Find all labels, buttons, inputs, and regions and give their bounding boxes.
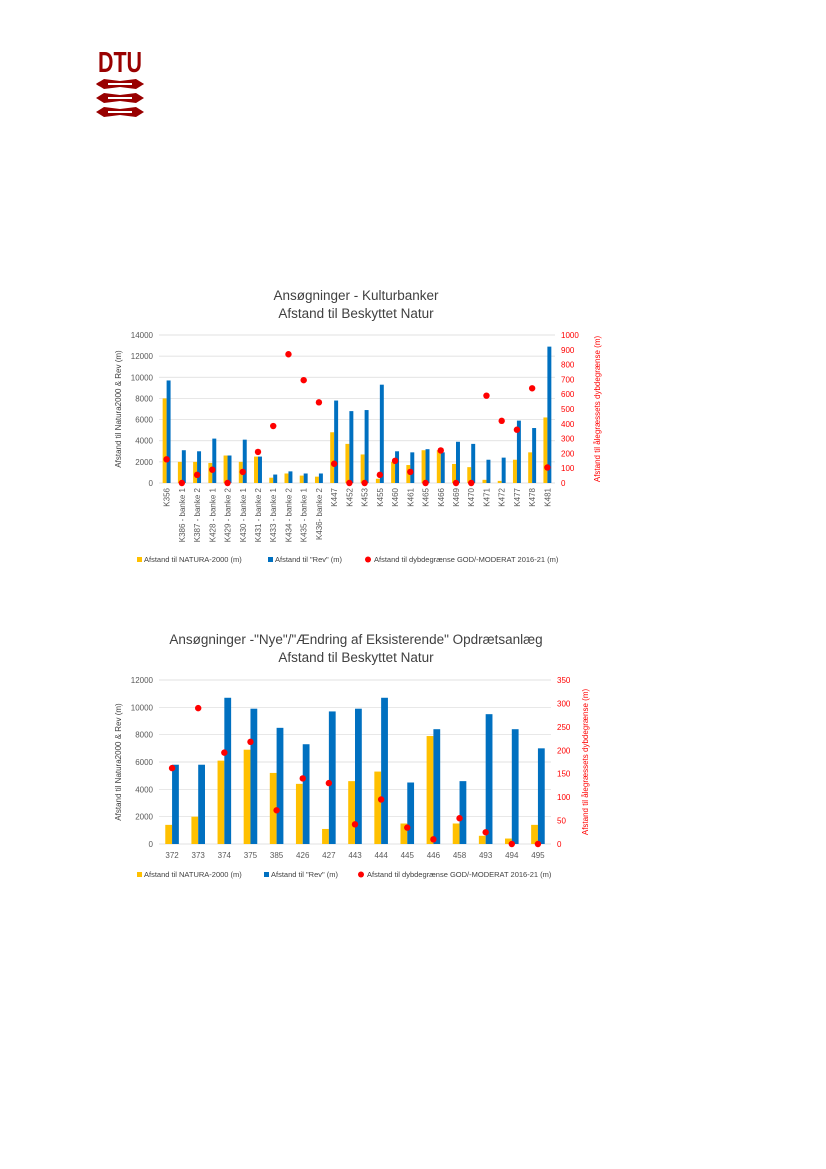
bar-natura bbox=[224, 456, 228, 483]
chart1-legend-rev: Afstand til "Rev" (m) bbox=[275, 555, 343, 564]
legend-marker-dybde bbox=[365, 557, 371, 563]
bar-rev bbox=[304, 473, 308, 483]
category-label: 375 bbox=[243, 851, 258, 860]
legend-swatch-natura bbox=[137, 872, 142, 877]
category-label: K461 bbox=[406, 488, 416, 507]
category-label: K429 - banke 2 bbox=[223, 488, 233, 543]
chart2-legend-rev: Afstand til "Rev" (m) bbox=[271, 870, 339, 879]
chart2-ylabel: Afstand til Natura2000 & Rev (m) bbox=[114, 703, 123, 821]
category-label: K477 bbox=[512, 488, 522, 507]
chart2-legend-natura: Afstand til NATURA-2000 (m) bbox=[144, 870, 242, 879]
point-dybde bbox=[468, 480, 474, 486]
category-label: K460 bbox=[391, 488, 401, 507]
y-tick-label: 10000 bbox=[130, 373, 153, 383]
bar-natura bbox=[483, 480, 487, 483]
point-dybde bbox=[378, 796, 384, 802]
bar-natura bbox=[348, 781, 355, 844]
category-label: K428 - banke 1 bbox=[208, 488, 218, 543]
chart1-gridlines bbox=[159, 335, 555, 483]
category-label: K469 bbox=[452, 488, 461, 507]
bar-natura bbox=[285, 473, 289, 483]
bar-natura bbox=[453, 824, 460, 845]
bar-rev bbox=[273, 475, 277, 483]
chart1-points bbox=[163, 351, 550, 486]
bar-rev bbox=[433, 729, 440, 844]
point-dybde bbox=[535, 841, 541, 847]
chart1-title-line1: Ansøgninger - Kulturbanker bbox=[273, 288, 439, 303]
category-label: K472 bbox=[497, 488, 507, 507]
bar-rev bbox=[349, 411, 353, 483]
category-label: 374 bbox=[217, 851, 232, 860]
point-dybde bbox=[430, 836, 436, 842]
bar-rev bbox=[197, 451, 201, 483]
category-label: K356 bbox=[162, 488, 172, 507]
y2-tick-label: 0 bbox=[561, 479, 566, 488]
bar-natura bbox=[427, 736, 434, 844]
category-label: K466 bbox=[436, 488, 446, 507]
chart2-title-line2: Afstand til Beskyttet Natur bbox=[278, 650, 434, 665]
category-label: K430 - banke 1 bbox=[238, 488, 248, 543]
point-dybde bbox=[300, 775, 306, 781]
y2-tick-label: 200 bbox=[557, 746, 571, 756]
chart1-ylabel: Afstand til Natura2000 & Rev (m) bbox=[114, 350, 123, 468]
point-dybde bbox=[392, 458, 398, 464]
point-dybde bbox=[169, 765, 175, 771]
bar-natura bbox=[361, 454, 365, 483]
bar-natura bbox=[422, 450, 426, 483]
point-dybde bbox=[482, 829, 488, 835]
category-label: K433 - banke 1 bbox=[269, 488, 279, 543]
point-dybde bbox=[300, 377, 306, 383]
bar-rev bbox=[532, 428, 536, 483]
point-dybde bbox=[273, 807, 279, 813]
bar-rev bbox=[460, 781, 467, 844]
bar-natura bbox=[218, 761, 225, 844]
category-label: K435 - banke 1 bbox=[299, 488, 309, 543]
point-dybde bbox=[224, 480, 230, 486]
chart1-left-ticks bbox=[131, 331, 154, 488]
point-dybde bbox=[529, 385, 535, 391]
legend-marker-dybde bbox=[358, 872, 364, 878]
category-label: 385 bbox=[269, 851, 284, 860]
bar-rev bbox=[224, 698, 231, 844]
category-label: 443 bbox=[348, 851, 362, 860]
category-label: K471 bbox=[482, 488, 492, 507]
y2-tick-label: 600 bbox=[561, 390, 575, 400]
bar-rev bbox=[512, 729, 519, 844]
chart2-right-ticks bbox=[557, 676, 571, 849]
bar-rev bbox=[426, 449, 430, 483]
category-label: 493 bbox=[478, 851, 493, 860]
bar-rev bbox=[212, 439, 216, 483]
category-label: K465 bbox=[421, 488, 431, 507]
y2-tick-label: 400 bbox=[561, 419, 575, 429]
chart1-right-ticks bbox=[561, 331, 579, 488]
bar-rev bbox=[380, 385, 384, 483]
point-dybde bbox=[422, 480, 428, 486]
y-tick-label: 2000 bbox=[135, 457, 153, 467]
bar-rev bbox=[456, 442, 460, 483]
bar-rev bbox=[250, 709, 257, 844]
bar-natura bbox=[269, 478, 273, 483]
y2-tick-label: 100 bbox=[557, 793, 571, 803]
bar-natura bbox=[376, 479, 380, 483]
bar-rev bbox=[319, 473, 323, 483]
bar-natura bbox=[163, 398, 167, 483]
category-label: K447 bbox=[330, 488, 340, 507]
category-label: 458 bbox=[452, 851, 467, 860]
bar-natura bbox=[300, 476, 304, 483]
point-dybde bbox=[209, 466, 215, 472]
chart2-legend-dybde: Afstand til dybdegrænse GOD/-MODERAT 2016-21 (m) bbox=[367, 870, 552, 879]
y2-tick-label: 1000 bbox=[561, 331, 579, 340]
chart1-y2label: Afstand til ålegræssets dybdegrænse (m) bbox=[593, 335, 602, 483]
category-label: K470 bbox=[467, 488, 477, 507]
point-dybde bbox=[483, 392, 489, 398]
category-label: 494 bbox=[505, 851, 519, 860]
category-label: K431 - banke 2 bbox=[254, 488, 263, 543]
bar-natura bbox=[330, 432, 334, 483]
bar-rev bbox=[329, 711, 336, 844]
point-dybde bbox=[331, 461, 337, 467]
point-dybde bbox=[221, 749, 227, 755]
y2-tick-label: 0 bbox=[557, 840, 562, 849]
point-dybde bbox=[514, 427, 520, 433]
y2-tick-label: 100 bbox=[561, 464, 575, 474]
point-dybde bbox=[285, 351, 291, 357]
category-label: K452 bbox=[345, 488, 355, 507]
bar-rev bbox=[538, 748, 545, 844]
chart1-legend-dybde: Afstand til dybdegrænse GOD/-MODERAT 2016-21 (m) bbox=[374, 555, 559, 564]
point-dybde bbox=[498, 418, 504, 424]
bar-rev bbox=[471, 444, 475, 483]
bar-natura bbox=[296, 784, 303, 844]
category-label: K478 bbox=[528, 488, 538, 507]
chart2-title-line1: Ansøgninger -"Nye"/"Ændring af Eksisterende" Opdrætsanlæg bbox=[169, 632, 543, 647]
bar-natura bbox=[322, 829, 329, 844]
bar-natura bbox=[244, 750, 251, 844]
bar-natura bbox=[345, 444, 349, 483]
chart1-legend bbox=[137, 555, 559, 564]
y-tick-label: 4000 bbox=[135, 436, 153, 446]
bar-rev bbox=[198, 765, 205, 844]
point-dybde bbox=[255, 449, 261, 455]
y-tick-label: 6000 bbox=[135, 758, 153, 767]
category-label: K386 - banke 1 bbox=[177, 488, 187, 543]
bar-rev bbox=[277, 728, 284, 844]
y2-tick-label: 300 bbox=[561, 434, 575, 444]
point-dybde bbox=[194, 472, 200, 478]
bar-natura bbox=[165, 825, 172, 844]
bar-natura bbox=[374, 772, 381, 844]
category-label: K453 bbox=[360, 488, 370, 507]
y2-tick-label: 150 bbox=[557, 769, 571, 779]
category-label: 426 bbox=[296, 851, 310, 860]
category-label: K481 bbox=[543, 488, 553, 507]
bar-rev bbox=[228, 456, 232, 483]
opdraetsanlaeg-chart bbox=[0, 620, 826, 890]
bar-rev bbox=[243, 440, 247, 483]
y2-tick-label: 250 bbox=[557, 722, 571, 732]
category-label: 372 bbox=[165, 851, 179, 860]
y-tick-label: 10000 bbox=[130, 703, 153, 713]
chart1-category-labels bbox=[163, 487, 553, 542]
point-dybde bbox=[240, 469, 246, 475]
category-label: K387 - banke 2 bbox=[193, 488, 203, 543]
bar-natura bbox=[191, 817, 198, 844]
chart1-bars bbox=[163, 347, 552, 483]
bar-rev bbox=[288, 471, 292, 483]
point-dybde bbox=[453, 480, 459, 486]
y-tick-label: 8000 bbox=[135, 730, 153, 740]
bar-natura bbox=[479, 836, 486, 844]
bar-rev bbox=[441, 452, 445, 483]
kulturbanker-chart bbox=[0, 278, 826, 578]
point-dybde bbox=[163, 456, 169, 462]
y2-tick-label: 350 bbox=[557, 676, 571, 685]
point-dybde bbox=[509, 841, 515, 847]
bar-natura bbox=[498, 481, 502, 483]
bar-rev bbox=[395, 451, 399, 483]
point-dybde bbox=[316, 399, 322, 405]
chart1-title-line2: Afstand til Beskyttet Natur bbox=[278, 306, 434, 321]
bar-rev bbox=[410, 452, 414, 483]
y2-tick-label: 300 bbox=[557, 699, 571, 709]
bar-rev bbox=[381, 698, 388, 844]
y2-tick-label: 700 bbox=[561, 375, 575, 385]
bar-rev bbox=[172, 765, 179, 844]
category-label: 446 bbox=[426, 851, 441, 860]
y-tick-label: 12000 bbox=[130, 352, 153, 362]
category-label: K434 - banke 2 bbox=[284, 488, 294, 543]
bar-natura bbox=[315, 477, 319, 483]
point-dybde bbox=[326, 780, 332, 786]
bar-natura bbox=[437, 450, 441, 483]
point-dybde bbox=[361, 480, 367, 486]
point-dybde bbox=[247, 739, 253, 745]
category-label: 444 bbox=[374, 851, 388, 860]
bar-rev bbox=[486, 460, 490, 483]
point-dybde bbox=[404, 824, 410, 830]
bar-rev bbox=[547, 347, 551, 483]
bar-rev bbox=[303, 744, 310, 844]
category-label: 373 bbox=[191, 851, 205, 860]
chart2-left-ticks bbox=[131, 676, 154, 849]
y-tick-label: 6000 bbox=[135, 415, 153, 425]
bar-natura bbox=[208, 463, 212, 483]
legend-swatch-natura bbox=[137, 557, 142, 562]
bar-natura bbox=[254, 457, 258, 483]
legend-swatch-rev bbox=[268, 557, 273, 562]
chart2-legend bbox=[137, 870, 552, 879]
bar-natura bbox=[543, 417, 547, 483]
chart2-y2label: Afstand til ålegræssets dybdegrænse (m) bbox=[581, 688, 590, 836]
y2-tick-label: 200 bbox=[561, 449, 575, 459]
bar-rev bbox=[334, 401, 338, 483]
dtu-logo bbox=[94, 44, 146, 118]
point-dybde bbox=[346, 480, 352, 486]
category-label: K436- banke 2 bbox=[314, 488, 324, 541]
point-dybde bbox=[456, 815, 462, 821]
point-dybde bbox=[195, 705, 201, 711]
category-label: 495 bbox=[531, 851, 545, 860]
y-tick-label: 0 bbox=[148, 840, 153, 849]
y2-tick-label: 50 bbox=[557, 816, 566, 826]
point-dybde bbox=[270, 423, 276, 429]
point-dybde bbox=[352, 821, 358, 827]
y-tick-label: 14000 bbox=[130, 331, 153, 340]
legend-swatch-rev bbox=[264, 872, 269, 877]
y-tick-label: 2000 bbox=[135, 812, 153, 822]
point-dybde bbox=[544, 464, 550, 470]
chart1-legend-natura: Afstand til NATURA-2000 (m) bbox=[144, 555, 242, 564]
bar-rev bbox=[486, 714, 493, 844]
bar-rev bbox=[407, 783, 414, 845]
bar-natura bbox=[528, 452, 532, 483]
point-dybde bbox=[438, 447, 444, 453]
category-label: K455 bbox=[375, 488, 385, 507]
category-label: 427 bbox=[322, 851, 336, 860]
bar-natura bbox=[513, 460, 517, 483]
y-tick-label: 0 bbox=[148, 479, 153, 488]
bar-natura bbox=[178, 462, 182, 483]
point-dybde bbox=[179, 480, 185, 486]
category-label: 445 bbox=[400, 851, 414, 860]
y-tick-label: 8000 bbox=[135, 394, 153, 404]
point-dybde bbox=[407, 469, 413, 475]
bar-natura bbox=[391, 462, 395, 483]
y-tick-label: 4000 bbox=[135, 785, 153, 795]
y2-tick-label: 800 bbox=[561, 360, 575, 370]
point-dybde bbox=[377, 472, 383, 478]
bar-rev bbox=[167, 380, 171, 483]
bar-rev bbox=[258, 457, 262, 483]
dtu-logo-text: DTU bbox=[98, 47, 142, 79]
chart2-category-labels bbox=[165, 851, 545, 860]
bar-rev bbox=[182, 450, 186, 483]
y2-tick-label: 900 bbox=[561, 345, 575, 355]
y2-tick-label: 500 bbox=[561, 405, 575, 414]
bar-rev bbox=[365, 410, 369, 483]
y-tick-label: 12000 bbox=[130, 676, 153, 685]
bar-rev bbox=[502, 458, 506, 483]
